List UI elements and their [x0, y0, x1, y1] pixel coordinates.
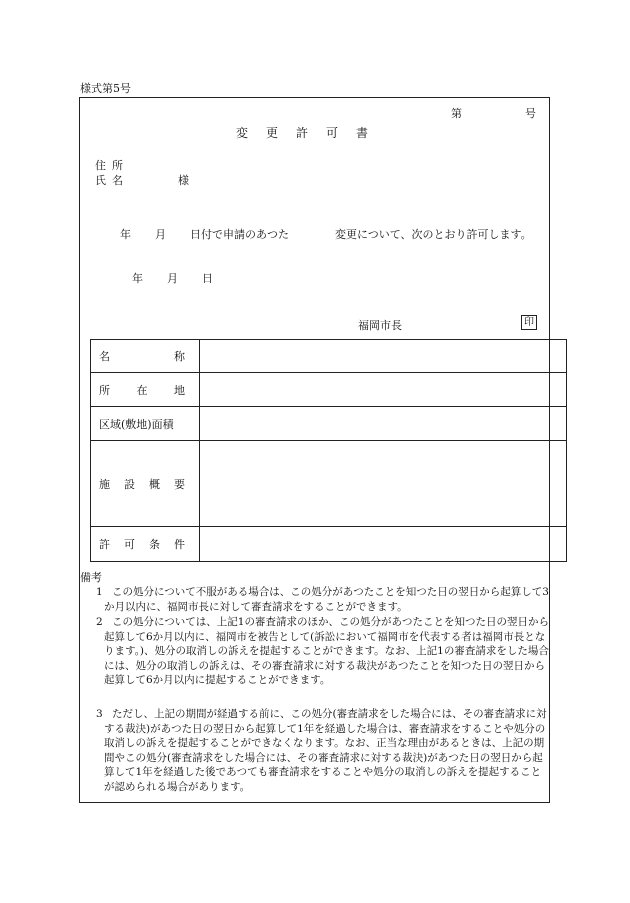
row-label [91, 407, 200, 441]
label-conditions: 許 可 条 件 [99, 538, 185, 551]
row-label [91, 340, 200, 373]
row-value-area[interactable] [200, 407, 567, 441]
note-number: 2 [96, 616, 103, 628]
row-label [91, 373, 200, 407]
form-number: 様式第5号 [80, 82, 131, 95]
doc-number-suffix: 号 [525, 107, 536, 120]
app-tail: 変更について、次のとおり許可します。 [335, 228, 532, 241]
label-area: 区域(敷地)面積 [99, 417, 174, 431]
app-year: 年 [120, 228, 131, 241]
row-value-facility[interactable] [200, 441, 567, 527]
honorific: 様 [178, 174, 189, 187]
note-text: ただし、上記の期間が経過する前に、この処分(審査請求をした場合には、その審査請求に対する裁決)があつた日の翌日から起算して1年を経過した場合は、審査請求をすることや処分の取消しの訴えを提起することができなくなります。なお、正当な理由があるときは、上記の期間やこの処分(審査請求をした場合には、その審査請求に対する裁決)があつた日の翌日から起算して1年を経過した後であつても審査請求をすることや処分の取消しの訴えを提起することが認められる場合があります。 [104, 708, 547, 793]
row-value-conditions[interactable] [200, 527, 567, 562]
label-facility: 施 設 概 要 [99, 477, 185, 491]
row-label [91, 527, 200, 562]
note-number: 3 [96, 708, 103, 720]
label-name: 名 称 [99, 350, 185, 363]
notes-title: 備考 [80, 571, 102, 584]
note-text: この処分について不服がある場合は、この処分があつたことを知つた日の翌日から起算して3か月以内に、福岡市長に対して審査請求をすることができます。 [104, 586, 549, 613]
issue-date [132, 270, 213, 286]
issue-year: 年 [132, 272, 143, 285]
document-title: 変更許可書 [236, 126, 387, 140]
issuer-name: 福岡市長 [358, 319, 402, 332]
label-location: 所 在 地 [99, 383, 185, 397]
issue-month: 月 [167, 272, 178, 285]
row-value-location[interactable] [200, 373, 567, 407]
name-label: 氏名 [95, 174, 129, 187]
table-row [91, 340, 567, 373]
app-month: 月 [155, 228, 166, 241]
note-number: 1 [96, 586, 103, 598]
table-row [91, 527, 567, 562]
seal-mark: 印 [521, 315, 537, 330]
application-line [120, 226, 532, 242]
row-label [91, 441, 200, 527]
note-item [96, 615, 551, 688]
table-row [91, 373, 567, 407]
details-table [90, 339, 567, 562]
note-item [96, 707, 551, 794]
doc-number-prefix: 第 [451, 107, 462, 120]
note-item [96, 585, 551, 614]
app-day-text: 日付で申請のあつた [190, 228, 289, 241]
table-row [91, 441, 567, 527]
address-label: 住所 [95, 159, 129, 172]
issue-day: 日 [202, 272, 213, 285]
table-row [91, 407, 567, 441]
row-value-name[interactable] [200, 340, 567, 373]
note-text: この処分については、上記1の審査請求のほか、この処分があつたことを知つた日の翌日から起算して6か月以内に、福岡市を被告として(訴訟において福岡市を代表する者は福岡市長となります。)、処分の取消しの訴えを提起することができます。なお、上記1の審査請求をした場合には、処分の取消しの訴えは、その審査請求に対する裁決があつたことを知つた日の翌日から起算して6か月以内に提起することができます。 [104, 616, 549, 686]
